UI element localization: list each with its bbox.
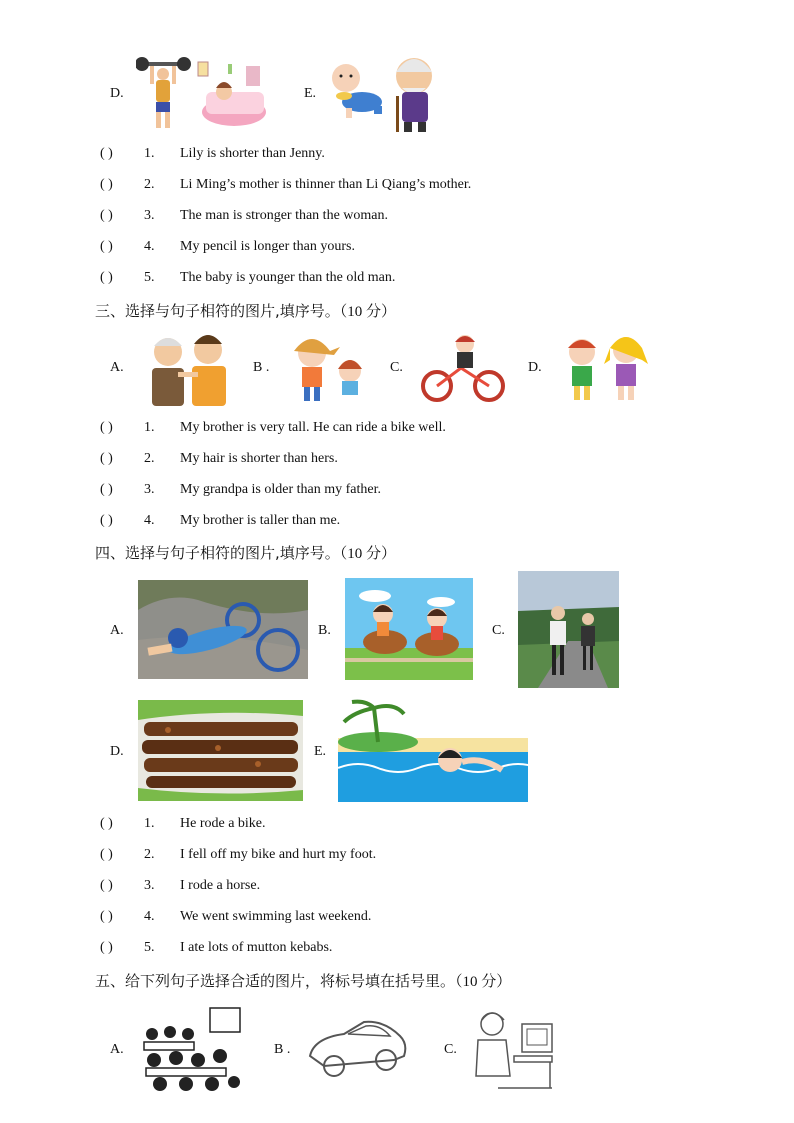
question-text: My grandpa is older than my father. xyxy=(180,482,382,497)
answer-blank[interactable]: ( ) xyxy=(100,239,113,254)
section3-heading xyxy=(95,300,396,321)
question-number: 2. xyxy=(144,177,155,192)
answer-blank[interactable]: ( ) xyxy=(100,878,113,893)
question-number: 1. xyxy=(144,816,155,831)
answer-blank[interactable]: ( ) xyxy=(100,847,113,862)
answer-blank[interactable]: ( ) xyxy=(100,816,113,831)
question-number: 1. xyxy=(144,146,155,161)
section2-question-5 xyxy=(100,270,395,286)
question-text: My brother is very tall. He can ride a bike well. xyxy=(180,420,446,435)
option-label-c: C. xyxy=(390,360,403,375)
section5-score: （10 分） xyxy=(455,974,512,990)
option-label-a: A. xyxy=(110,360,124,375)
section4-heading-text: 四、选择与句子相符的图片,填序号。 xyxy=(95,544,340,562)
option-label-a: A. xyxy=(110,1042,124,1057)
mutton-kebabs-photo xyxy=(138,700,303,801)
weightlifter-and-sick-girl-picture xyxy=(136,52,266,132)
answer-blank[interactable]: ( ) xyxy=(100,482,113,497)
option-label-d: D. xyxy=(110,744,124,759)
answer-blank[interactable]: ( ) xyxy=(100,420,113,435)
question-number: 5. xyxy=(144,940,155,955)
section4-question-3 xyxy=(100,878,260,894)
question-text: My hair is shorter than hers. xyxy=(180,451,338,466)
boy-riding-bike-picture xyxy=(415,332,509,404)
section2-question-1 xyxy=(100,146,325,162)
section3-question-3 xyxy=(100,482,381,498)
question-text: I fell off my bike and hurt my foot. xyxy=(180,847,377,862)
question-number: 4. xyxy=(144,239,155,254)
question-text: The man is stronger than the woman. xyxy=(180,208,389,223)
two-children-hair-picture xyxy=(280,333,376,403)
answer-blank[interactable]: ( ) xyxy=(100,177,113,192)
section4-question-2 xyxy=(100,847,376,863)
option-label-d: D. xyxy=(110,86,124,101)
boy-fell-off-bike-photo xyxy=(138,580,308,679)
section4-score: （10 分） xyxy=(339,546,397,562)
answer-blank[interactable]: ( ) xyxy=(100,270,113,285)
answer-blank[interactable]: ( ) xyxy=(100,940,113,955)
question-number: 2. xyxy=(144,451,155,466)
section4-question-5 xyxy=(100,940,332,956)
boy-and-girl-walking-picture xyxy=(556,330,656,404)
section2-question-2 xyxy=(100,177,471,193)
baby-and-old-man-picture xyxy=(326,52,440,134)
section5-heading xyxy=(95,970,511,991)
person-at-computer-sketch-picture xyxy=(470,1006,560,1090)
answer-blank[interactable]: ( ) xyxy=(100,451,113,466)
section3-heading-text: 三、选择与句子相符的图片,填序号。 xyxy=(95,302,340,320)
section4-heading xyxy=(95,542,396,563)
children-riding-horses-picture xyxy=(345,578,473,680)
classroom-sketch-picture xyxy=(140,1004,244,1096)
question-text: I rode a horse. xyxy=(180,878,261,893)
question-text: We went swimming last weekend. xyxy=(180,909,372,924)
section4-question-1 xyxy=(100,816,266,832)
answer-blank[interactable]: ( ) xyxy=(100,146,113,161)
section5-heading-text: 五、给下列句子选择合适的图片，将标号填在括号里。 xyxy=(95,972,456,990)
section3-question-1 xyxy=(100,420,446,436)
answer-blank[interactable]: ( ) xyxy=(100,513,113,528)
car-sketch-picture xyxy=(304,1008,410,1084)
grandpa-and-father-picture xyxy=(138,330,238,406)
question-text: My pencil is longer than yours. xyxy=(180,239,355,254)
option-label-b: B . xyxy=(274,1042,291,1057)
question-text: I ate lots of mutton kebabs. xyxy=(180,940,333,955)
answer-blank[interactable]: ( ) xyxy=(100,208,113,223)
option-label-b: B. xyxy=(318,623,331,638)
option-label-e: E. xyxy=(304,86,317,101)
question-number: 4. xyxy=(144,513,155,528)
section3-score: （10 分） xyxy=(339,304,397,320)
question-number: 3. xyxy=(144,482,155,497)
section3-question-4 xyxy=(100,513,340,529)
two-people-cycling-photo xyxy=(518,571,619,688)
question-text: My brother is taller than me. xyxy=(180,513,341,528)
question-number: 3. xyxy=(144,208,155,223)
question-text: Li Ming’s mother is thinner than Li Qiang’s mother. xyxy=(180,177,472,192)
question-number: 1. xyxy=(144,420,155,435)
question-number: 2. xyxy=(144,847,155,862)
option-label-c: C. xyxy=(444,1042,457,1057)
section3-question-2 xyxy=(100,451,338,467)
option-label-d: D. xyxy=(528,360,542,375)
girl-swimming-picture xyxy=(338,698,528,802)
question-text: The baby is younger than the old man. xyxy=(180,270,396,285)
section4-question-4 xyxy=(100,909,371,925)
question-text: He rode a bike. xyxy=(180,816,266,831)
question-number: 3. xyxy=(144,878,155,893)
question-number: 4. xyxy=(144,909,155,924)
section2-question-4 xyxy=(100,239,355,255)
question-text: Lily is shorter than Jenny. xyxy=(180,146,325,161)
option-label-c: C. xyxy=(492,623,505,638)
option-label-a: A. xyxy=(110,623,124,638)
option-label-b: B . xyxy=(253,360,270,375)
option-label-e: E. xyxy=(314,744,327,759)
question-number: 5. xyxy=(144,270,155,285)
answer-blank[interactable]: ( ) xyxy=(100,909,113,924)
section2-question-3 xyxy=(100,208,388,224)
